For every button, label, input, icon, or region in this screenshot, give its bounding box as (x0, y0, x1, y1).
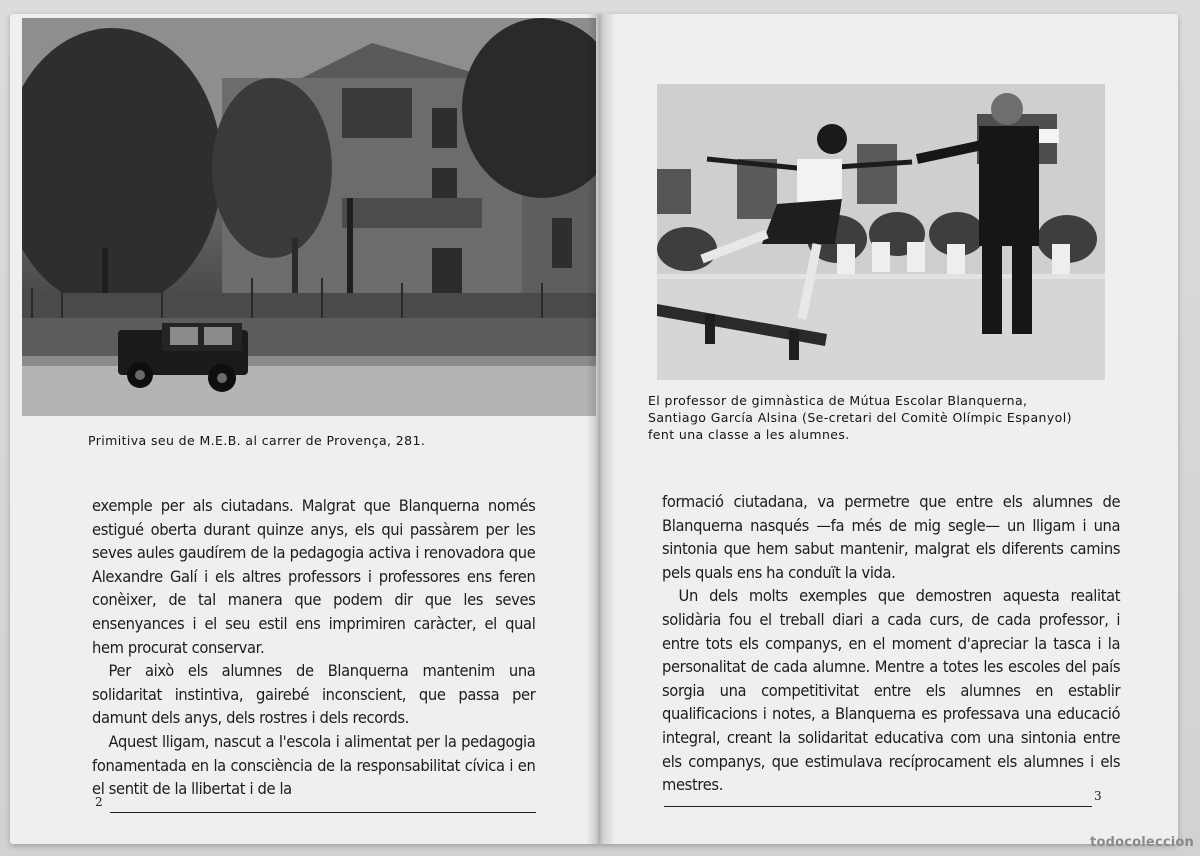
footer-rule-left (110, 812, 536, 813)
building-photo-drawing (22, 18, 596, 416)
paragraph: Un dels molts exemples que demostren aquesta realitat solidària fou el treball diari a cada curs, de cada professor, i entre tots els companys, en el moment d'apreciar la tasca i la personalitat de cada alumne. Mentre a totes les escoles del país sorgia una competitivitat entre els alumnes en establir qualificacions i notes, a Blanquerna es professava una educació integral, creant la solidaritat educativa com una sintonia entre els companys, que estimulava recíprocament els alumnes i els mestres. (662, 586, 1121, 795)
photo-gymnastics-class (657, 84, 1105, 380)
photo-caption-left: Primitiva seu de M.E.B. al carrer de Provença, 281. (88, 433, 426, 448)
footer-rule-right (664, 806, 1092, 807)
right-page-body (662, 490, 1120, 797)
page-number-left: 2 (95, 795, 103, 809)
paragraph: Per això els alumnes de Blanquerna mantenim una solidaritat instintiva, gairebé inconscient, que passa per damunt dels anys, dels rostres i dels records. (92, 661, 536, 728)
paragraph: formació ciutadana, va permetre que entre els alumnes de Blanquerna nasqués —fa més de mig segle— un lligam i una sintonia que hem sabut mantenir, malgrat els diferents camins pels quals ens ha conduït la vida. (662, 492, 1121, 582)
page-number-right: 3 (1094, 789, 1102, 803)
left-page-body (92, 494, 535, 801)
gymnastics-photo-drawing (657, 84, 1105, 380)
photo-building (22, 18, 596, 416)
paragraph: exemple per als ciutadans. Malgrat que Blanquerna només estigué oberta durant quinze anys, els qui passàrem per les seves aules gaudírem de la pedagogia activa i renovadora que Alexandre Galí i els altres professors i professores ens feren conèixer, de tal manera que podem dir que les seves ensenyances i el seu estil ens imprimiren caràcter, el qual hem procurat conservar. (92, 496, 536, 657)
watermark: todocoleccion (1090, 835, 1194, 850)
photo-caption-right: El professor de gimnàstica de Mútua Escolar Blanquerna, Santiago García Alsina (Se-cretari del Comitè Olímpic Espanyol) fent una classe a les alumnes. (648, 393, 1072, 442)
paragraph: Aquest lligam, nascut a l'escola i alimentat per la pedagogia fonamentada en la consciència de la responsabilitat cívica i en el sentit de la llibertat i de la (92, 731, 536, 799)
